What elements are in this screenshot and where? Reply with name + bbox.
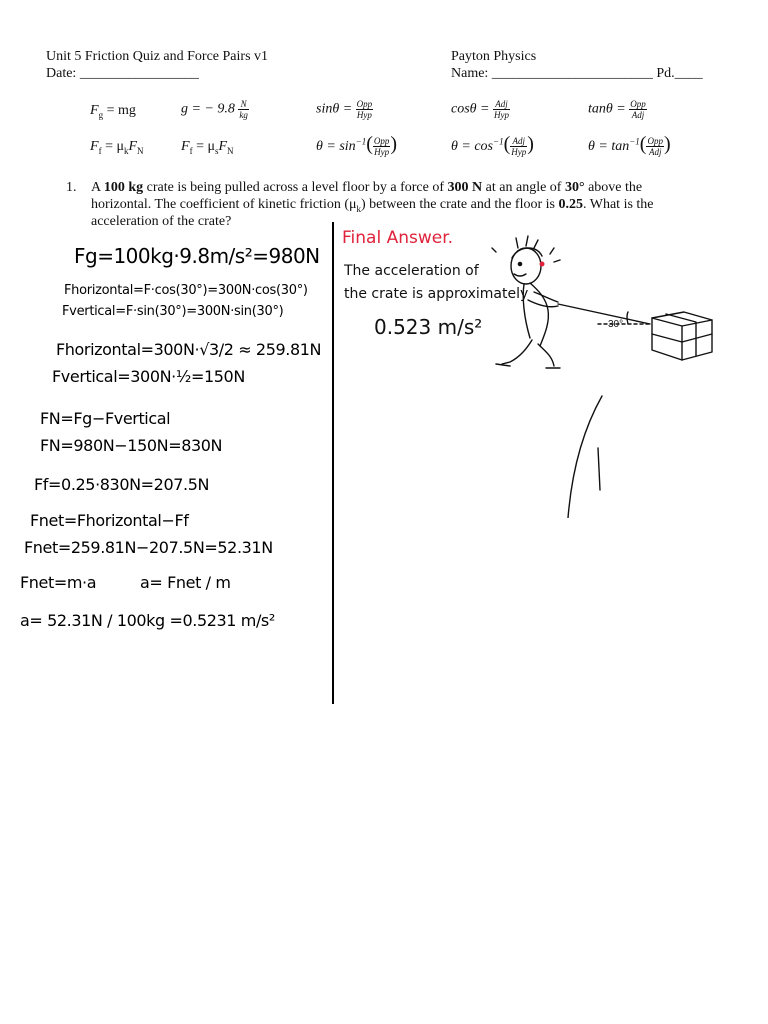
- final-answer-label: Final Answer.: [342, 228, 454, 248]
- answer-value: 0.523 m/s²: [374, 315, 483, 339]
- work-step-fn-formula: FN=Fg−Fvertical: [40, 409, 171, 428]
- angle-label: 30°: [608, 319, 624, 330]
- formula-static-friction: $F_f = \mu_sF_N$: [181, 139, 234, 156]
- work-step-fnet-formula: Fnet=Fhorizontal−Ff: [30, 511, 189, 530]
- name-field: Name: _______________________ Pd.____: [451, 66, 703, 81]
- work-step-ff: Ff=0.25·830N=207.5N: [34, 475, 210, 494]
- answer-line-1: The acceleration of: [344, 263, 479, 279]
- formula-arctan: $\theta = \tan^{-1}$( $\frac{\text{Opp}}{\text{Adj}}$ ): [588, 133, 671, 158]
- work-step-fhorizontal-value: Fhorizontal=300N·√3/2 ≈ 259.81N: [56, 340, 322, 359]
- answer-line-2: the crate is approximately: [344, 286, 529, 302]
- ground-curve: [568, 396, 602, 518]
- red-dot-icon: [540, 262, 545, 267]
- rope: [558, 304, 650, 324]
- work-step-fnet-value: Fnet=259.81N−207.5N=52.31N: [24, 538, 273, 557]
- formula-kinetic-friction: $F_f = \mu_kF_N$: [90, 139, 144, 156]
- work-step-fn-value: FN=980N−150N=830N: [40, 436, 223, 455]
- column-divider: [332, 222, 334, 704]
- formula-arccos: $\theta = \cos^{-1}$( $\frac{\text{Adj}}{\text{Hyp}}$ ): [451, 133, 534, 158]
- work-step-fg: Fg=100kg·9.8m/s²=980N: [74, 244, 320, 268]
- work-step-newton-second-law: Fnet=m·a: [20, 573, 97, 592]
- question-line-2: horizontal. The coefficient of kinetic friction $(\mu_k)$ between the crate and the floor is 0.25. What is the: [91, 197, 654, 214]
- formula-sin: sinθ = $\frac{\text{Opp}}{\text{Hyp}}$: [316, 99, 373, 120]
- formula-arcsin: $\theta = \sin^{-1}$( $\frac{\text{Opp}}{\text{Hyp}}$ ): [316, 133, 398, 158]
- formula-cos: cosθ = $\frac{\text{Adj}}{\text{Hyp}}$: [451, 99, 509, 120]
- work-step-a-formula: a= Fnet / m: [140, 573, 231, 592]
- quiz-title: Unit 5 Friction Quiz and Force Pairs v1: [46, 49, 269, 64]
- work-step-fvertical-formula: Fvertical=F·sin(30°)=300N·sin(30°): [62, 304, 284, 319]
- work-step-fvertical-value: Fvertical=300N·½=150N: [52, 367, 245, 386]
- question-line-1: A 100 kg crate is being pulled across a level floor by a force of 300 N at an angle of 30° above the: [91, 180, 643, 195]
- date-field: Date: _________________: [46, 66, 199, 81]
- question-line-3: acceleration of the crate?: [91, 214, 232, 229]
- formula-tan: tanθ = $\frac{\text{Opp}}{\text{Adj}}$: [588, 99, 646, 120]
- work-step-a-value: a= 52.31N / 100kg =0.5231 m/s²: [20, 611, 275, 630]
- formula-g: g = − 9.8 $\frac{N}{kg}$: [181, 99, 248, 120]
- work-step-fhorizontal-formula: Fhorizontal=F·cos(30°)=300N·cos(30°): [64, 283, 308, 298]
- formula-fg: $F_g$ = mg: [90, 103, 136, 120]
- course-name: Payton Physics: [451, 49, 537, 64]
- question-number: 1.: [66, 180, 77, 195]
- pulling-crate-illustration: [488, 228, 724, 518]
